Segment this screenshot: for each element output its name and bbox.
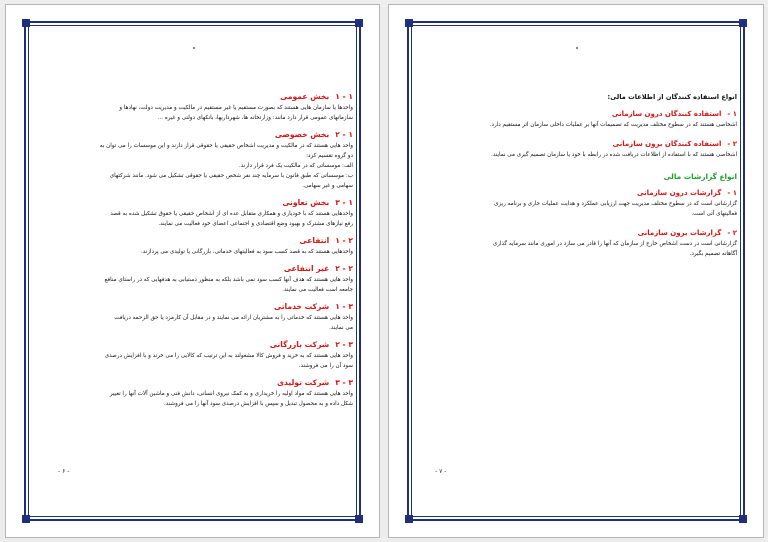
left-page-content bbox=[54, 91, 353, 415]
section-title: گزارشات درون سازمانی bbox=[636, 189, 722, 197]
section-heading bbox=[54, 235, 353, 247]
frame-corner-ornament bbox=[405, 19, 413, 27]
section-heading bbox=[429, 187, 737, 199]
document-page-right bbox=[388, 4, 764, 538]
body-text-line: واحدهایی هستند که با خودیاری و همکاری متقابل عده ای از اشخاص حقیقی یا حقوق تشکیل شده به قصد bbox=[110, 211, 353, 217]
section-title: شرکت بازرگانی bbox=[269, 340, 330, 349]
section-number: ۳ - ۱ bbox=[335, 302, 353, 311]
section-body bbox=[54, 209, 353, 229]
section-heading bbox=[54, 129, 353, 141]
body-text-line: اشخاصی هستند که در سطوح مختلف مدیریت که تصمیمات آنها بر عملیات داخلی سازمان اثر مستقیم دارد. bbox=[489, 122, 737, 128]
section-number: ۲ - bbox=[727, 229, 737, 237]
right-page-content bbox=[429, 93, 737, 267]
section-number: ۲ - ۲ bbox=[335, 264, 353, 273]
section-heading bbox=[54, 301, 353, 313]
body-text-line: سهامی و غیر سهامی. bbox=[302, 183, 353, 189]
body-text-line: واحد هایی هستند که مواد اولیه را خریداری و به کمک نیروی انسانی، دانش فنی و ماشین آلات آنها را تغییر bbox=[109, 391, 353, 397]
section-title: استفاده کنندگان درون سازمانی bbox=[611, 110, 722, 118]
page-marker-dot bbox=[576, 47, 578, 49]
section-title-reports: انواع گزارشات مالی bbox=[663, 172, 737, 181]
body-text-line: واحد هایی هستند که هدف آنها کسب سود نمی باشد بلکه به منظور دستیابی به هدفهایی که در راستای منافع bbox=[104, 277, 353, 283]
document-page-left bbox=[5, 4, 380, 538]
body-text-line: واحدهایی هستند که به قصد کسب سود به فعالیتهای خدماتی، بازرگانی یا تولیدی می پردازند. bbox=[140, 249, 353, 255]
content-section bbox=[54, 235, 353, 257]
body-text-line: واحد هایی هستند که به خرید و فروش کالا مشغولند به این ترتیب که کالایی را می خرند و با افزایش درصدی bbox=[104, 353, 353, 359]
content-section bbox=[429, 108, 737, 130]
section-body bbox=[429, 199, 737, 219]
content-section bbox=[429, 227, 737, 259]
section-title-users: انواع استفاده کنندگان از اطلاعات مالی: bbox=[607, 93, 737, 101]
body-text-line: سود آن را می فروشند. bbox=[298, 363, 353, 369]
frame-corner-ornament bbox=[405, 515, 413, 523]
section-body bbox=[429, 239, 737, 259]
content-section bbox=[54, 301, 353, 333]
frame-corner-ornament bbox=[22, 515, 30, 523]
section-number: ۲ - bbox=[727, 140, 737, 148]
section-heading bbox=[54, 91, 353, 103]
section-title: بخش خصوصی bbox=[274, 130, 330, 139]
frame-corner-ornament bbox=[22, 19, 30, 27]
section-heading bbox=[429, 138, 737, 150]
section-title: شرکت تولیدی bbox=[277, 378, 330, 387]
content-section bbox=[54, 129, 353, 191]
body-text-line: جامعه است فعالیت می نمایند. bbox=[282, 287, 353, 293]
content-section bbox=[54, 91, 353, 123]
body-text-line: می نمایند. bbox=[329, 325, 353, 331]
frame-corner-ornament bbox=[739, 19, 747, 27]
section-number: ۱ - ۳ bbox=[335, 198, 353, 207]
section-body bbox=[54, 313, 353, 333]
body-text-line: دو گروه تقسیم کرد: bbox=[306, 153, 353, 159]
content-section bbox=[54, 339, 353, 371]
frame-corner-ornament bbox=[739, 515, 747, 523]
page-marker-dot bbox=[193, 47, 195, 49]
frame-corner-ornament bbox=[355, 19, 363, 27]
section-title: بخش تعاونی bbox=[282, 198, 330, 207]
page-number: - ۶ - bbox=[58, 468, 70, 475]
section-heading bbox=[429, 227, 737, 239]
section-title: گزارشات برون سازمانی bbox=[637, 229, 722, 237]
body-text-line: شکل داده و به محصول تبدیل و سپس با افزایش درصدی سود آنها را می فروشند. bbox=[163, 401, 353, 407]
section-heading bbox=[54, 197, 353, 209]
body-text-line: آگاهانه تصمیم بگیرد. bbox=[689, 251, 737, 257]
section-number: ۱ - bbox=[727, 189, 737, 197]
body-text-line: فعالیتهای آتی است. bbox=[691, 211, 737, 217]
body-text-line: الف: موسساتی که در مالکیت یک فرد قرار دارند. bbox=[238, 163, 353, 169]
section-title: شرکت خدماتی bbox=[274, 302, 330, 311]
section-heading bbox=[429, 108, 737, 120]
body-text-line: اشخاصی هستند که با استفاده از اطلاعات دریافت شده در رابطه با خود یا سازمان تصمیم گیری می نمایند. bbox=[491, 152, 737, 158]
body-text-line: ب: موسساتی که طبق قانون با سرمایه چند نفر شخص حقیقی یا حقوقی تشکیل می شود. مانند شرکتهای bbox=[109, 173, 353, 179]
section-title: انتفاعی bbox=[299, 236, 330, 245]
body-text-line: سازمانهای عمومی قرار دارد مانند: وزارتخانه ها، شهرداریها، بانکهای دولتی و غیره ... bbox=[157, 115, 353, 121]
section-title: غیر انتفاعی bbox=[283, 264, 330, 273]
content-section bbox=[429, 187, 737, 219]
page-number: - ۷ - bbox=[435, 468, 447, 475]
body-text-line: گزارشاتی است در دست اشخاص خارج از سازمان که آنها را قادر می سازد در اموری مانند سرمایه گذاری bbox=[492, 241, 737, 247]
content-section bbox=[54, 263, 353, 295]
section-title: بخش عمومی bbox=[280, 92, 330, 101]
section-number: ۲ - ۱ bbox=[335, 236, 353, 245]
section-body bbox=[54, 389, 353, 409]
section-number: ۱ - ۲ bbox=[335, 130, 353, 139]
section-number: ۳ - ۳ bbox=[335, 378, 353, 387]
section-body bbox=[54, 103, 353, 123]
body-text-line: واحد هایی هستند که در مالکیت و مدیریت اشخاص حقیقی یا حقوقی قرار دارند و این موسسات را می توان به bbox=[99, 143, 353, 149]
content-section bbox=[54, 197, 353, 229]
section-heading bbox=[54, 377, 353, 389]
content-section bbox=[429, 138, 737, 160]
content-section bbox=[54, 377, 353, 409]
section-body bbox=[54, 275, 353, 295]
section-heading bbox=[54, 263, 353, 275]
body-text-line: واحد هایی هستند که خدماتی را به مشتریان ارائه می نمایند و در مقابل آن کارمزد یا حق الزحمه دریافت bbox=[114, 315, 353, 321]
section-body bbox=[54, 141, 353, 191]
section-number: ۱ - ۱ bbox=[335, 92, 353, 101]
section-body bbox=[429, 120, 737, 130]
body-text-line: رفع نیازهای مشترک و بهبود وضع اقتصادی و اجتماعی اعضای خود فعالیت می نمایند. bbox=[158, 221, 353, 227]
body-text-line: واحدها یا سازمان هایی هستند که بصورت مستقیم یا غیر مستقیم در مالکیت و مدیریت دولت، نهادها و bbox=[119, 105, 353, 111]
section-body bbox=[54, 247, 353, 257]
section-number: ۳ - ۲ bbox=[335, 340, 353, 349]
section-body bbox=[54, 351, 353, 371]
section-title: استفاده کنندگان برون سازمانی bbox=[612, 140, 722, 148]
body-text-line: گزارشاتی است که در سطوح مختلف مدیریت جهت ارزیابی عملکرد و هدایت عملیات جاری و برنامه ریزی bbox=[494, 201, 737, 207]
frame-corner-ornament bbox=[355, 515, 363, 523]
section-heading bbox=[54, 339, 353, 351]
section-number: ۱ - bbox=[727, 110, 737, 118]
section-body bbox=[429, 150, 737, 160]
